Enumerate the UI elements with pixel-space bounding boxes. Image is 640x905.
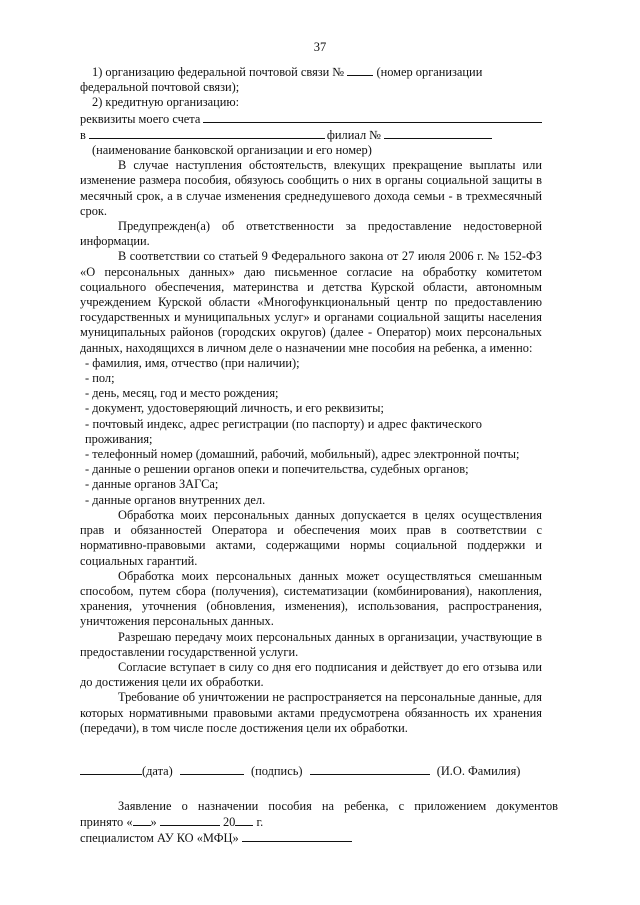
accepted-mid: » [150,815,157,829]
destruction-paragraph: Требование об уничтожении не распространяется на персональные данные, для которых нормативными правовыми актами предусмотрена обязанность их хранения (передачи), в том числе после достижения цели их обработки. [80,690,542,735]
data-list-item: - телефонный номер (домашний, рабочий, мобильный), адрес электронной почты; [85,447,520,462]
date-label: (дата) [142,764,173,778]
accepted-day-blank [133,814,151,826]
acceptance-line: Заявление о назначении пособия на ребенка, с приложением документов [118,799,558,813]
data-list-item: - почтовый индекс, адрес регистрации (по паспорту) и адрес фактического проживания; [85,416,482,446]
bank-note: (наименование банковской организации и его номер) [92,143,372,158]
specialist-blank [242,830,352,842]
document-body [80,64,542,736]
accepted-year-suffix: г. [256,815,264,829]
bank-row [80,127,542,143]
accepted-month-blank [160,814,220,826]
signature-label: (подпись) [251,764,303,778]
branch-label: филиал № [326,127,382,142]
name-label: (И.О. Фамилия) [436,764,521,778]
processing-method-paragraph: Обработка моих персональных данных может осуществляться смешанным способом, путем сбора (получения), систематизации (комбинирования), накопления, хранения, уточнения (обновления, изменения), использования, распространения, уничтожения персональных данных. [80,568,542,629]
data-list-item: - пол; [85,371,115,386]
mail-org-number-blank [347,64,373,76]
accepted-date-line [80,814,558,830]
signature-row [80,763,560,779]
in-label: в [80,127,86,142]
branch-number-blank [384,127,492,139]
notice-paragraph-2: Предупрежден(а) об ответственности за предоставление недостоверной информации. [80,219,542,249]
accepted-year-prefix: 20 [222,815,236,829]
mail-org-text: 1) организацию федеральной почтовой связи № [92,65,345,79]
date-blank [80,763,142,775]
accepted-year-blank [235,814,253,826]
acceptance-block [80,798,558,846]
data-list-item: - данные органов внутренних дел. [85,492,266,507]
bank-name-blank [89,127,325,139]
transfer-paragraph: Разрешаю передачу моих персональных данных в организации, участвующие в предоставлении государственной услуги. [80,629,542,659]
account-blank [203,111,542,123]
mail-org-line-2: федеральной почтовой связи); [80,80,240,95]
consent-paragraph: В соответствии со статьей 9 Федерального закона от 27 июля 2006 г. № 152-ФЗ «О персональных данных» даю письменное согласие на обработку комитетом социального обеспечения, материнства и детства Курской области, автономным учреждением Курской области «Многофункциональный центр по предоставлению государственных и муниципальных услуг» и органами социальной защиты населения муниципальных районов (городских округов) (далее - Оператор) моих персональных данных, находящихся в личном деле о назначении мне пособия на ребенка, а именно: [80,249,542,355]
page-number: 37 [313,40,327,54]
data-list-item: - день, месяц, год и место рождения; [85,386,279,401]
notice-paragraph-1: В случае наступления обстоятельств, влекущих прекращение выплаты или изменение размера пособия, обязуюсь сообщить о них в органы социальной защиты в месячный срок, а в случае изменения среднедушевого дохода семьи - в трехмесячный срок. [80,158,542,218]
data-list-item: - документ, удостоверяющий личность, и его реквизиты; [85,401,384,416]
data-list-item: - фамилия, имя, отчество (при наличии); [85,355,300,370]
mail-org-line [80,64,542,80]
specialist-line [80,830,558,846]
specialist-label: специалистом АУ КО «МФЦ» [80,831,239,845]
mail-org-suffix: (номер организации [376,65,483,79]
account-row [80,111,542,127]
validity-paragraph: Согласие вступает в силу со дня его подписания и действует до его отзыва или до достижения цели их обработки. [80,659,542,690]
data-list-item: - данные о решении органов опеки и попечительства, судебных органов; [85,462,469,477]
processing-purpose-paragraph: Обработка моих персональных данных допускается в целях осуществления прав и обязанностей Оператора и обеспечения моих прав в соответствии с нормативно-правовыми актами, содержащими нормы социальной поддержки и социальных гарантий. [80,507,542,568]
accepted-prefix: принято « [80,815,133,829]
account-label: реквизиты моего счета [80,111,201,126]
name-blank [310,763,430,775]
data-list-item: - данные органов ЗАГСа; [85,477,219,492]
credit-org-line: 2) кредитную организацию: [92,95,240,110]
signature-blank [180,763,244,775]
